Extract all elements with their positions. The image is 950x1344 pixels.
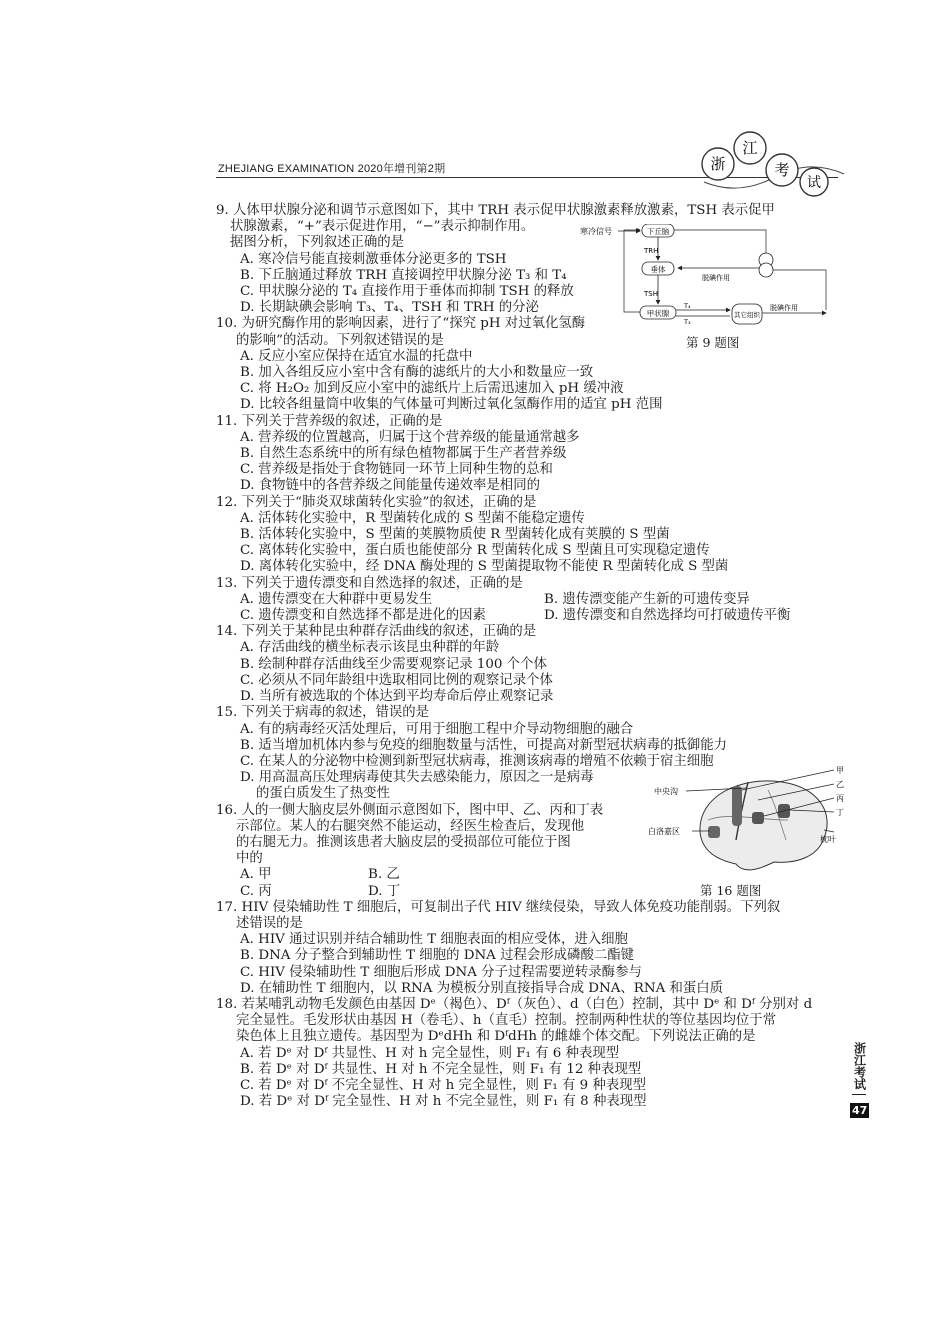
fig16-broca-label: 白洛嘉区 [648,827,680,836]
fig9-hypothalamus-label: 下丘脑 [646,227,670,236]
q18-stem-line2: 完全显性。毛发形状由基因 H（卷毛）、h（直毛）控制。控制两种性状的等位基因均位于常 [236,1013,777,1029]
q15-option-b: B. 适当增加机体内参与免疫的细胞数量与活性，可提高对新型冠状病毒的抵御能力 [240,737,728,753]
q10-option-b: B. 加入各组反应小室中含有酶的滤纸片的大小和数量应一致 [240,365,594,381]
q16-stem-line4: 中的 [236,851,263,867]
q11-option-d: D. 食物链中的各营养级之间能量传递效率是相同的 [240,478,540,494]
sidebar-rule [852,1094,866,1095]
q15-option-d-line2: 的蛋白质发生了热变性 [256,786,390,802]
q15-stem: 15. 下列关于病毒的叙述，错误的是 [216,705,430,721]
q14-option-a: A. 存活曲线的横坐标表示该昆虫种群的年龄 [240,640,500,656]
question-12 [216,495,838,576]
fig16-label-ding: 丁 [836,808,844,817]
fig9-t3-label: T₃ [684,318,691,326]
fig9-other-tissue-label: 其它组织 [734,311,760,319]
q16-stem-line3: 的右腿无力。推测该患者大脑皮层的受损部位可能位于图 [236,834,571,850]
q9-option-a: A. 寒冷信号能直接刺激垂体分泌更多的 TSH [240,251,507,267]
q10-stem-line2: 的影响”的活动。下列叙述错误的是 [236,332,444,348]
fig9-t4-node [759,263,773,277]
figure-9-caption: 第 9 题图 [686,335,740,350]
logo-char-4: 试 [807,175,821,191]
fig9-trh-label: TRH [644,247,659,255]
fig16-region-jia [732,786,742,826]
question-17 [216,900,838,997]
fig16-occipital-label: 枕叶 [820,835,836,844]
q18-option-a: A. 若 Dᵉ 对 Dᶠ 共显性、H 对 h 完全显性，则 F₁ 有 6 种表现型 [240,1045,620,1061]
fig9-deiodination-label-2: 脱碘作用 [770,304,798,312]
q12-stem: 12. 下列关于“肺炎双球菌转化实验”的叙述，正确的是 [216,494,537,510]
q12-option-d: D. 离体转化实验中，经 DNA 酶处理的 S 型菌提取物不能使 R 型菌转化成 S 型菌 [240,559,729,575]
fig16-brain-outline [700,781,827,870]
journal-header: ZHEJIANG EXAMINATION 2020年增刊第2期 [218,163,446,175]
q17-option-c: C. HIV 侵染辅助性 T 细胞后形成 DNA 分子过程需要逆转录酶参与 [240,964,642,980]
page-number: 47 [852,1104,868,1117]
q18-option-c: C. 若 Dᵉ 对 Dᶠ 不完全显性、H 对 h 完全显性，则 F₁ 有 9 种表现型 [240,1077,647,1093]
logo-char-2: 江 [742,139,758,157]
q14-option-c: C. 必须从不同年龄组中选取相同比例的观察记录个体 [240,672,553,688]
fig16-label-jia: 甲 [836,766,844,775]
q13-option-d: D. 遗传漂变和自然选择均可打破遗传平衡 [544,608,791,624]
fig9-pituitary-label: 垂体 [650,265,666,274]
q16-option-c: C. 丙 [240,883,272,899]
q18-stem-line3: 染色体上且独立遗传。基因型为 DᵉdHh 和 DᶠdHh 的雌雄个体交配。下列说法正确的是 [236,1029,756,1045]
fig9-top-loop [674,230,766,253]
q11-stem: 11. 下列关于营养级的叙述，正确的是 [216,413,443,429]
q11-option-b: B. 自然生态系统中的所有绿色植物都属于生产者营养级 [240,446,567,462]
q9-stem-line2: 状腺激素，“+”表示促进作用，“−”表示抑制作用。 [230,219,535,235]
q10-option-d: D. 比较各组量筒中收集的气体量可判断过氧化氢酶作用的适宜 pH 范围 [240,397,663,413]
q17-option-b: B. DNA 分子整合到辅助性 T 细胞的 DNA 过程会形成磷酸二酯键 [240,948,635,964]
fig16-label-yi: 乙 [836,780,844,789]
q16-option-b: B. 乙 [368,867,400,883]
question-14 [216,624,838,705]
question-11 [216,414,838,495]
q14-stem: 14. 下列关于某种昆虫种群存活曲线的叙述，正确的是 [216,624,537,640]
q10-option-a: A. 反应小室应保持在适宜水温的托盘中 [240,348,473,364]
q9-stem-line3: 据图分析，下列叙述正确的是 [230,235,405,251]
logo-char-1: 浙 [710,155,726,173]
fig9-feedback-line [624,230,640,312]
q13-option-b: B. 遗传漂变能产生新的可遗传变异 [544,591,750,607]
q14-option-d: D. 当所有被选取的个体达到平均寿命后停止观察记录 [240,689,554,705]
fig16-central-sulcus-label: 中央沟 [654,787,678,796]
q16-stem-line1: 16. 人的一侧大脑皮层外侧面示意图如下，图中甲、乙、丙和丁表 [216,802,604,818]
q13-option-c: C. 遗传漂变和自然选择不都是进化的因素 [240,608,486,624]
q18-option-d: D. 若 Dᵉ 对 Dᶠ 完全显性、H 对 h 不完全显性，则 F₁ 有 8 种表现型 [240,1094,647,1110]
fig16-region-bing [752,812,764,824]
fig9-deiodination-label-1: 脱碘作用 [702,274,730,282]
q10-option-c: C. 将 H₂O₂ 加到反应小室中的滤纸片上后需迅速加入 pH 缓冲液 [240,381,624,397]
q15-option-a: A. 有的病毒经灭活处理后，可用于细胞工程中介导动物细胞的融合 [240,721,634,737]
q12-option-a: A. 活体转化实验中，R 型菌转化成的 S 型菌不能稳定遗传 [240,510,585,526]
q18-stem-line1: 18. 若某哺乳动物毛发颜色由基因 Dᵉ（褐色）、Dᶠ（灰色）、d（白色）控制，其中 Dᵉ 和 Dᶠ 分别对 d [216,996,813,1012]
fig9-cold-signal-label: 寒冷信号 [580,227,612,236]
q18-option-b: B. 若 Dᵉ 对 Dᶠ 共显性、H 对 h 不完全显性，则 F₁ 有 12 种表现型 [240,1061,642,1077]
q15-option-c: C. 在某人的分泌物中检测到新型冠状病毒，推测该病毒的增殖不依赖于宿主细胞 [240,753,714,769]
q10-stem-line1: 10. 为研究酶作用的影响因素，进行了“探究 pH 对过氧化氢酶 [216,316,586,332]
q13-stem: 13. 下列关于遗传漂变和自然选择的叙述，正确的是 [216,575,523,591]
question-13 [216,576,838,625]
q14-option-b: B. 绘制种群存活曲线至少需要观察记录 100 个个体 [240,656,547,672]
q17-option-d: D. 在辅助性 T 细胞内，以 RNA 为模板分别直接指导合成 DNA、RNA 和蛋白质 [240,980,724,996]
q16-option-d: D. 丁 [368,883,401,899]
logo-char-3: 考 [774,161,790,179]
q13-option-a: A. 遗传漂变在大种群中更易发生 [240,591,433,607]
q9-option-c: C. 甲状腺分泌的 T₄ 直接作用于垂体而抑制 TSH 的释放 [240,284,574,300]
q11-option-c: C. 营养级是指处于食物链同一环节上同种生物的总和 [240,462,553,478]
q17-stem-line2: 述错误的是 [236,915,303,931]
q12-option-b: B. 活体转化实验中，S 型菌的荚膜物质使 R 型菌转化成有荚膜的 S 型菌 [240,527,670,543]
q9-option-b: B. 下丘脑通过释放 TRH 直接调控甲状腺分泌 T₃ 和 T₄ [240,267,567,283]
q11-option-a: A. 营养级的位置越高，归属于这个营养级的能量通常越多 [240,429,580,445]
q15-option-d-line1: D. 用高温高压处理病毒使其失去感染能力，原因之一是病毒 [240,770,594,786]
fig16-broca-region [708,826,720,838]
journal-logo [698,126,848,198]
question-column [216,203,838,1110]
question-18 [216,997,838,1110]
figure-16-brain-diagram [648,760,848,880]
q9-stem-line1: 9. 人体甲状腺分泌和调节示意图如下，其中 TRH 表示促甲状腺激素释放激素，TSH 表示促甲 [216,203,775,218]
figure-9-thyroid-diagram [580,224,840,336]
fig9-thyroid-label: 甲状腺 [646,309,670,318]
figure-16-caption: 第 16 题图 [700,883,762,898]
fig9-tsh-label: TSH [644,290,658,298]
q12-option-c: C. 离体转化实验中，蛋白质也能使部分 R 型菌转化成 S 型菌且可实现稳定遗传 [240,543,710,559]
q16-stem-line2: 示部位。某人的右腿突然不能运动，经医生检查后，发现他 [236,818,585,834]
q17-stem-line1: 17. HIV 侵染辅助性 T 细胞后，可复制出子代 HIV 继续侵染，导致人体免疫功能削弱。下列叙 [216,899,781,915]
q17-option-a: A. HIV 通过识别并结合辅助性 T 细胞表面的相应受体，进入细胞 [240,932,628,948]
fig16-label-bing: 丙 [836,794,844,803]
sidebar-journal-label: 浙江考试 [852,1042,867,1090]
q9-option-d: D. 长期缺碘会影响 T₃、T₄、TSH 和 TRH 的分泌 [240,300,539,316]
q16-option-a: A. 甲 [240,867,272,883]
page-sidebar [850,1042,868,1118]
fig9-t4-label: T₄ [684,302,691,310]
